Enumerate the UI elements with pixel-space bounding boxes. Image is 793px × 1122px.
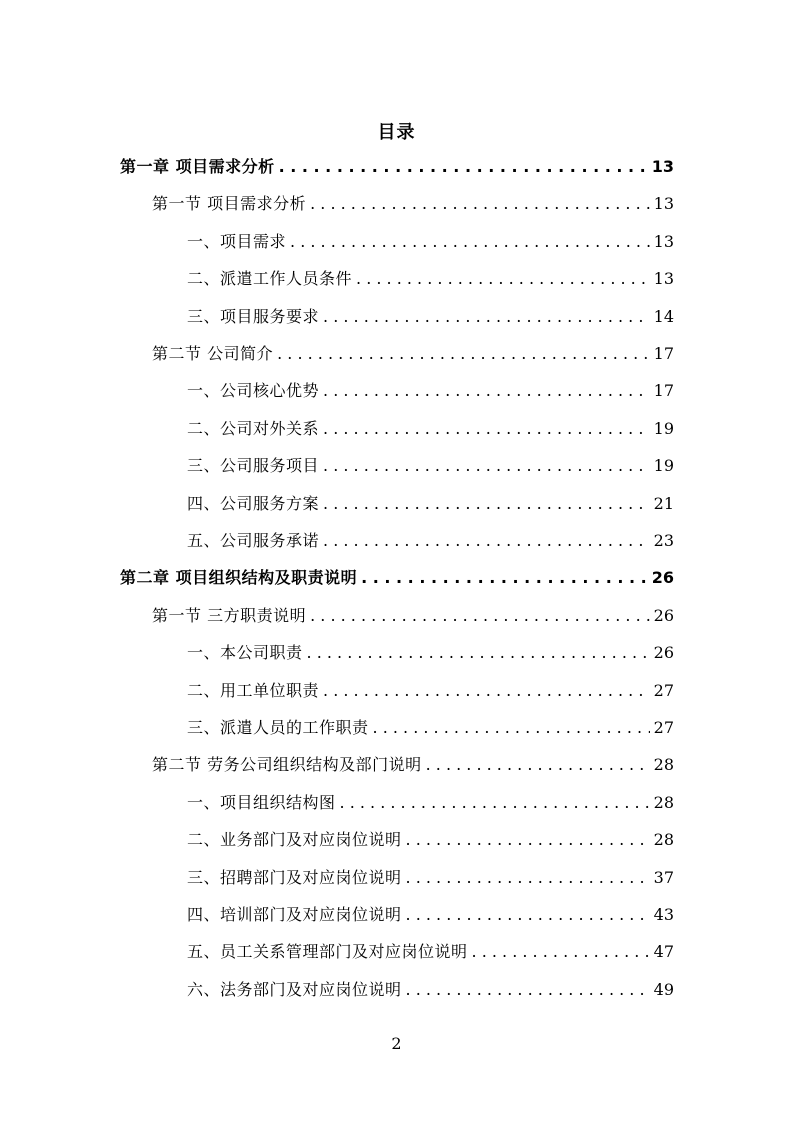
toc-entry-label: 三、项目服务要求 (187, 306, 320, 326)
toc-entry[interactable] (187, 939, 674, 965)
toc-entry-page: 49 (653, 979, 674, 999)
toc-dot-leader (406, 977, 650, 1003)
toc-entry-page: 13 (653, 269, 674, 289)
toc-entry[interactable] (187, 715, 674, 741)
toc-dot-leader (277, 341, 650, 367)
toc-entry[interactable] (187, 790, 674, 816)
toc-entry[interactable] (187, 827, 674, 853)
toc-entry-page: 27 (653, 680, 674, 700)
toc-dot-leader (307, 640, 650, 666)
toc-dot-leader (323, 678, 650, 704)
toc-entry-page: 13 (653, 194, 674, 214)
toc-entry-label: 第二节 劳务公司组织结构及部门说明 (152, 755, 422, 775)
toc-entry[interactable] (152, 603, 674, 629)
toc-entry-page: 26 (653, 605, 674, 625)
toc-entry-label: 一、项目组织结构图 (187, 792, 336, 812)
toc-dot-leader (361, 565, 648, 591)
toc-entry-label: 五、员工关系管理部门及对应岗位说明 (187, 942, 468, 962)
toc-dot-leader (340, 790, 650, 816)
toc-entry[interactable] (187, 378, 674, 404)
toc-entry-page: 23 (653, 531, 674, 550)
toc-entry-label: 四、培训部门及对应岗位说明 (187, 905, 402, 924)
toc-entry-label: 四、公司服务方案 (187, 493, 320, 513)
toc-entry-page: 19 (653, 456, 674, 476)
toc-dot-leader (373, 715, 650, 741)
toc-entry-label: 二、派遣工作人员条件 (187, 269, 353, 289)
toc-dot-leader (323, 528, 650, 554)
toc-entry[interactable] (187, 491, 674, 517)
toc-dot-leader (406, 865, 650, 891)
toc-dot-leader (290, 229, 650, 255)
toc-entry[interactable] (152, 191, 674, 217)
toc-entry-label: 六、法务部门及对应岗位说明 (187, 979, 402, 999)
toc-entry[interactable] (187, 977, 674, 1003)
toc-entry-page: 19 (653, 418, 674, 438)
toc-title: 目录 (377, 122, 416, 143)
toc-dot-leader (323, 491, 650, 517)
toc-entry-label: 二、公司对外关系 (187, 418, 320, 438)
toc-dot-leader (310, 191, 650, 217)
toc-entry[interactable] (120, 565, 674, 591)
toc-dot-leader (323, 453, 650, 479)
toc-entry-page: 21 (653, 493, 674, 513)
toc-entry-label: 一、本公司职责 (187, 643, 303, 663)
toc-entry[interactable] (152, 752, 674, 778)
toc-entry-page: 14 (653, 306, 674, 326)
toc-entry-page: 28 (653, 792, 674, 812)
toc-entry-page: 26 (653, 643, 674, 663)
toc-entry[interactable] (187, 902, 674, 928)
toc-entry-label: 三、派遣人员的工作职责 (187, 718, 369, 737)
toc-entry[interactable] (120, 154, 674, 180)
toc-entry[interactable] (187, 304, 674, 330)
toc-entry-page: 37 (653, 867, 674, 887)
toc-entry[interactable] (187, 416, 674, 442)
toc-entry-page: 43 (653, 905, 674, 924)
toc-entry[interactable] (187, 528, 674, 554)
toc-dot-leader (406, 827, 650, 853)
toc-entry-label: 第二节 公司简介 (152, 344, 274, 363)
toc-entry-page: 13 (653, 231, 674, 251)
toc-entry-label: 三、招聘部门及对应岗位说明 (187, 867, 402, 887)
toc-dot-leader (310, 603, 650, 629)
toc-entry-label: 三、公司服务项目 (187, 456, 320, 476)
toc-entry[interactable] (187, 865, 674, 891)
toc-entry-label: 第一节 项目需求分析 (152, 194, 307, 214)
toc-entry-page: 26 (651, 568, 674, 588)
toc-entry-page: 47 (653, 942, 674, 962)
toc-entry[interactable] (187, 266, 674, 292)
toc-entry[interactable] (187, 678, 674, 704)
toc-entry[interactable] (187, 640, 674, 666)
toc-entry-label: 一、公司核心优势 (187, 381, 320, 401)
toc-entry-page: 27 (653, 718, 674, 737)
toc-entry-label: 第二章 项目组织结构及职责说明 (120, 568, 358, 588)
page-number: 2 (391, 1034, 402, 1053)
toc-entry-label: 二、业务部门及对应岗位说明 (187, 830, 402, 850)
toc-dot-leader (323, 378, 650, 404)
toc-dot-leader (426, 752, 650, 778)
toc-dot-leader (406, 902, 650, 928)
toc-entry-label: 第一节 三方职责说明 (152, 605, 307, 625)
toc-entry[interactable] (187, 229, 674, 255)
toc-entry-page: 28 (653, 755, 674, 775)
toc-entry-page: 17 (653, 381, 674, 401)
toc-entry-label: 第一章 项目需求分析 (120, 157, 275, 176)
toc-dot-leader (279, 154, 648, 180)
toc-dot-leader (323, 416, 650, 442)
toc-entry-page: 17 (653, 344, 674, 363)
toc-dot-leader (472, 939, 650, 965)
toc-entry-label: 一、项目需求 (187, 231, 287, 251)
toc-entry-label: 二、用工单位职责 (187, 680, 320, 700)
toc-entry[interactable] (152, 341, 674, 367)
toc-entry-label: 五、公司服务承诺 (187, 531, 320, 550)
toc-entry[interactable] (187, 453, 674, 479)
toc-dot-leader (356, 266, 650, 292)
toc-dot-leader (323, 304, 650, 330)
toc-entry-page: 13 (651, 157, 674, 176)
toc-entry-page: 28 (653, 830, 674, 850)
